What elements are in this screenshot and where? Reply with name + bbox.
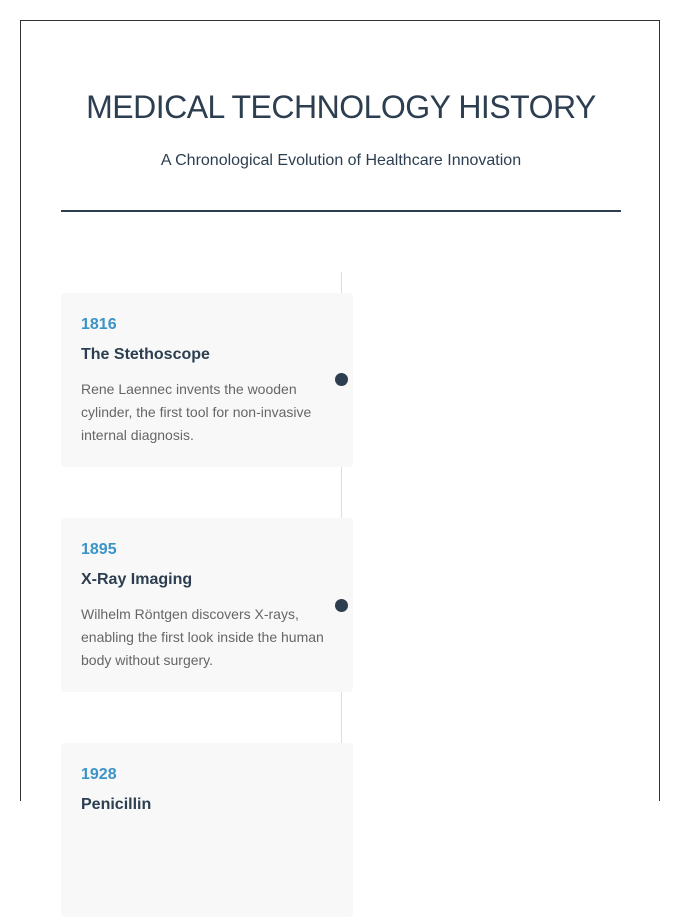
event-year: 1895 [81, 541, 117, 558]
timeline-event-card [61, 518, 353, 692]
event-description: Rene Laennec invents the wooden cylinder, the first tool for non-invasive internal diagnosis. [81, 381, 312, 443]
timeline-marker-dot [335, 373, 348, 386]
header-divider [61, 210, 621, 212]
timeline-marker-dot [335, 599, 348, 612]
event-year: 1928 [81, 766, 117, 783]
event-title: Penicillin [81, 796, 152, 813]
event-title: X-Ray Imaging [81, 571, 193, 588]
timeline-event-card [61, 743, 353, 917]
page-title: MEDICAL TECHNOLOGY HISTORY [86, 89, 596, 125]
page-subtitle: A Chronological Evolution of Healthcare Innovation [160, 152, 522, 169]
event-description: Wilhelm Röntgen discovers X-rays, enabling the first look inside the human body without surgery. [81, 606, 324, 668]
event-title: The Stethoscope [81, 346, 210, 363]
event-year: 1816 [81, 316, 117, 333]
page-frame [20, 20, 660, 813]
timeline-event-card [61, 293, 353, 467]
